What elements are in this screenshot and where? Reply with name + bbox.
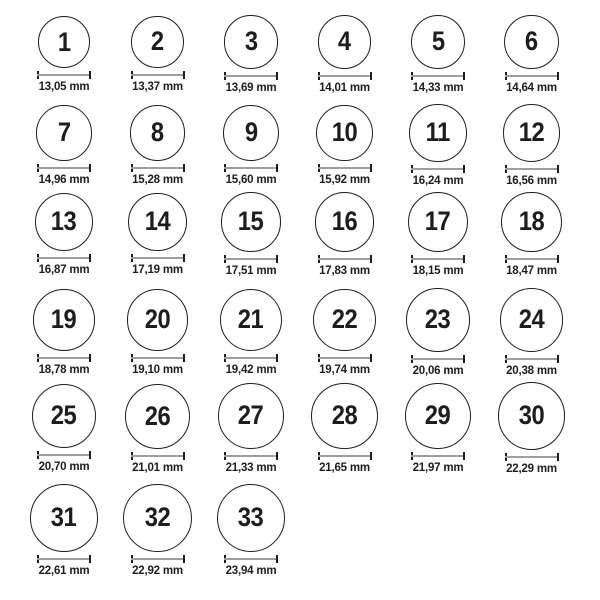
measure-line-icon bbox=[318, 75, 372, 77]
ring-size-number: 22 bbox=[331, 304, 358, 335]
ring-size-number: 4 bbox=[338, 26, 351, 57]
diameter-measure bbox=[224, 164, 278, 172]
ring-circle bbox=[504, 15, 559, 70]
measure-line-icon bbox=[224, 258, 278, 260]
diameter-label: 13,69 mm bbox=[225, 81, 277, 94]
diameter-label: 15,28 mm bbox=[132, 173, 183, 186]
measure-tick-right-icon bbox=[557, 355, 559, 363]
measure-tick-right-icon bbox=[89, 254, 91, 262]
measure-line-icon bbox=[131, 167, 185, 169]
ring-size-number: 23 bbox=[425, 304, 451, 335]
measure-line-icon bbox=[37, 558, 91, 560]
ring-size-number: 2 bbox=[151, 26, 164, 57]
diameter-label: 19,42 mm bbox=[225, 364, 277, 377]
measure-tick-right-icon bbox=[183, 164, 185, 172]
ring-circle bbox=[223, 105, 279, 161]
measure-tick-right-icon bbox=[370, 452, 372, 460]
measure-tick-right-icon bbox=[89, 164, 91, 172]
ring-size-number: 32 bbox=[144, 502, 171, 533]
diameter-measure bbox=[505, 453, 559, 461]
diameter-label: 13,05 mm bbox=[38, 81, 90, 93]
measure-tick-right-icon bbox=[557, 72, 559, 80]
diameter-label: 14,33 mm bbox=[412, 82, 464, 95]
ring-size-number: 11 bbox=[425, 117, 451, 148]
measure-line-icon bbox=[411, 455, 465, 457]
ring-size-number: 18 bbox=[518, 206, 545, 237]
ring-circle bbox=[500, 288, 564, 352]
ring-circle bbox=[32, 384, 96, 448]
measure-line-icon bbox=[224, 357, 278, 359]
ring-size-number: 1 bbox=[57, 26, 71, 57]
measure-tick-right-icon bbox=[370, 164, 372, 172]
measure-line-icon bbox=[131, 558, 185, 560]
ring-circle bbox=[218, 383, 284, 449]
measure-line-icon bbox=[411, 258, 465, 260]
diameter-measure bbox=[224, 555, 278, 563]
diameter-measure bbox=[131, 71, 185, 79]
ring-circle bbox=[498, 382, 565, 449]
diameter-label: 14,96 mm bbox=[38, 173, 90, 186]
measure-tick-right-icon bbox=[463, 165, 465, 173]
ring-size-number: 21 bbox=[238, 304, 264, 335]
ring-circle bbox=[217, 484, 286, 553]
diameter-label: 14,64 mm bbox=[506, 82, 557, 95]
diameter-measure bbox=[224, 354, 278, 362]
measure-line-icon bbox=[505, 75, 559, 77]
ring-size-number: 5 bbox=[431, 26, 445, 57]
diameter-label: 21,33 mm bbox=[225, 461, 277, 474]
diameter-measure bbox=[318, 164, 372, 172]
measure-line-icon bbox=[37, 357, 91, 359]
diameter-label: 22,92 mm bbox=[132, 565, 183, 578]
measure-line-icon bbox=[37, 167, 91, 169]
measure-tick-right-icon bbox=[463, 452, 465, 460]
ring-size-number: 8 bbox=[151, 117, 164, 148]
diameter-label: 13,37 mm bbox=[132, 81, 183, 94]
measure-line-icon bbox=[37, 74, 91, 76]
ring-circle bbox=[311, 383, 377, 449]
measure-tick-right-icon bbox=[463, 255, 465, 263]
ring-size-number: 17 bbox=[425, 206, 451, 237]
measure-line-icon bbox=[505, 258, 559, 260]
measure-line-icon bbox=[37, 454, 91, 456]
measure-tick-right-icon bbox=[183, 354, 185, 362]
ring-circle bbox=[125, 384, 190, 449]
diameter-measure bbox=[37, 451, 91, 459]
diameter-label: 14,01 mm bbox=[319, 81, 370, 94]
measure-tick-right-icon bbox=[89, 451, 91, 459]
diameter-label: 19,10 mm bbox=[132, 363, 183, 376]
measure-tick-right-icon bbox=[276, 164, 278, 172]
diameter-label: 17,83 mm bbox=[319, 264, 370, 277]
diameter-label: 20,38 mm bbox=[506, 364, 557, 377]
ring-size-number: 26 bbox=[144, 400, 171, 431]
measure-tick-right-icon bbox=[183, 71, 185, 79]
measure-line-icon bbox=[224, 75, 278, 77]
measure-tick-right-icon bbox=[557, 165, 559, 173]
diameter-measure bbox=[411, 165, 465, 173]
measure-tick-right-icon bbox=[463, 72, 465, 80]
measure-line-icon bbox=[411, 168, 465, 170]
ring-size-number: 24 bbox=[518, 304, 545, 335]
ring-circle bbox=[38, 16, 90, 68]
diameter-label: 18,15 mm bbox=[412, 265, 464, 278]
diameter-label: 17,51 mm bbox=[225, 264, 277, 277]
diameter-label: 18,47 mm bbox=[506, 265, 557, 278]
measure-line-icon bbox=[505, 358, 559, 360]
measure-line-icon bbox=[505, 456, 559, 458]
diameter-measure bbox=[37, 164, 91, 172]
ring-size-number: 13 bbox=[51, 206, 77, 237]
measure-line-icon bbox=[131, 74, 185, 76]
measure-line-icon bbox=[318, 258, 372, 260]
ring-circle bbox=[128, 193, 187, 252]
diameter-measure bbox=[131, 452, 185, 460]
ring-circle bbox=[35, 193, 93, 251]
ring-circle bbox=[127, 289, 189, 351]
measure-tick-right-icon bbox=[463, 355, 465, 363]
diameter-measure bbox=[131, 555, 185, 563]
diameter-measure bbox=[505, 72, 559, 80]
ring-size-number: 28 bbox=[331, 400, 358, 431]
measure-line-icon bbox=[224, 167, 278, 169]
diameter-label: 16,56 mm bbox=[506, 174, 557, 187]
diameter-label: 15,60 mm bbox=[225, 174, 277, 187]
ring-circle bbox=[130, 105, 186, 161]
ring-size-number: 12 bbox=[518, 117, 545, 148]
ring-size-number: 3 bbox=[244, 26, 258, 57]
measure-line-icon bbox=[505, 168, 559, 170]
ring-size-number: 29 bbox=[425, 400, 451, 431]
diameter-measure bbox=[411, 355, 465, 363]
diameter-measure bbox=[505, 165, 559, 173]
ring-size-number: 6 bbox=[525, 26, 538, 57]
ring-circle bbox=[408, 192, 468, 252]
diameter-measure bbox=[37, 354, 91, 362]
ring-size-number: 20 bbox=[144, 304, 171, 335]
ring-circle bbox=[33, 289, 94, 350]
diameter-measure bbox=[37, 555, 91, 563]
measure-line-icon bbox=[224, 558, 278, 560]
ring-size-number: 30 bbox=[518, 400, 545, 431]
ring-circle bbox=[313, 289, 376, 352]
ring-size-number: 33 bbox=[238, 502, 264, 533]
diameter-measure bbox=[318, 452, 372, 460]
measure-tick-right-icon bbox=[557, 255, 559, 263]
diameter-measure bbox=[411, 255, 465, 263]
measure-tick-right-icon bbox=[89, 354, 91, 362]
diameter-label: 22,29 mm bbox=[506, 462, 557, 475]
diameter-measure bbox=[37, 254, 91, 262]
diameter-label: 21,65 mm bbox=[319, 462, 370, 475]
ring-circle bbox=[224, 15, 277, 68]
measure-line-icon bbox=[411, 75, 465, 77]
ring-circle bbox=[220, 289, 282, 351]
measure-line-icon bbox=[131, 257, 185, 259]
diameter-label: 16,87 mm bbox=[38, 264, 90, 277]
diameter-measure bbox=[131, 254, 185, 262]
ring-circle bbox=[411, 15, 465, 69]
ring-size-number: 9 bbox=[244, 117, 258, 148]
measure-line-icon bbox=[318, 357, 372, 359]
ring-circle bbox=[36, 105, 91, 160]
ring-circle bbox=[131, 16, 184, 69]
diameter-label: 20,70 mm bbox=[38, 461, 90, 474]
measure-tick-right-icon bbox=[557, 453, 559, 461]
measure-tick-right-icon bbox=[89, 71, 91, 79]
diameter-label: 17,19 mm bbox=[132, 264, 183, 277]
measure-tick-right-icon bbox=[183, 555, 185, 563]
ring-circle bbox=[318, 15, 372, 69]
measure-line-icon bbox=[318, 455, 372, 457]
diameter-label: 22,61 mm bbox=[38, 564, 90, 577]
diameter-measure bbox=[411, 452, 465, 460]
measure-tick-right-icon bbox=[370, 255, 372, 263]
ring-size-number: 25 bbox=[51, 400, 77, 431]
diameter-measure bbox=[318, 72, 372, 80]
diameter-label: 16,24 mm bbox=[412, 174, 464, 187]
ring-circle bbox=[30, 484, 98, 552]
diameter-measure bbox=[37, 71, 91, 79]
ring-size-number: 7 bbox=[57, 117, 71, 148]
ring-size-number: 15 bbox=[238, 206, 264, 237]
diameter-measure bbox=[131, 164, 185, 172]
diameter-measure bbox=[131, 354, 185, 362]
diameter-label: 20,06 mm bbox=[412, 364, 464, 377]
measure-tick-right-icon bbox=[276, 452, 278, 460]
measure-tick-right-icon bbox=[183, 452, 185, 460]
ring-circle bbox=[221, 192, 280, 251]
measure-line-icon bbox=[131, 455, 185, 457]
measure-tick-right-icon bbox=[89, 555, 91, 563]
diameter-label: 18,78 mm bbox=[38, 363, 90, 376]
measure-tick-right-icon bbox=[183, 254, 185, 262]
diameter-label: 19,74 mm bbox=[319, 364, 370, 377]
diameter-measure bbox=[318, 354, 372, 362]
ring-circle bbox=[316, 105, 373, 162]
diameter-measure bbox=[505, 355, 559, 363]
diameter-measure bbox=[224, 452, 278, 460]
diameter-label: 21,01 mm bbox=[132, 461, 183, 474]
ring-size-number: 31 bbox=[51, 502, 77, 533]
diameter-measure bbox=[224, 72, 278, 80]
ring-circle bbox=[123, 484, 191, 552]
measure-tick-right-icon bbox=[276, 255, 278, 263]
measure-tick-right-icon bbox=[370, 72, 372, 80]
measure-line-icon bbox=[224, 455, 278, 457]
ring-circle bbox=[315, 192, 375, 252]
ring-circle bbox=[406, 288, 469, 351]
ring-size-number: 19 bbox=[51, 304, 77, 335]
measure-line-icon bbox=[37, 257, 91, 259]
diameter-measure bbox=[411, 72, 465, 80]
measure-tick-right-icon bbox=[370, 354, 372, 362]
ring-size-number: 10 bbox=[331, 117, 358, 148]
ring-size-number: 27 bbox=[238, 400, 264, 431]
diameter-label: 21,97 mm bbox=[412, 462, 464, 475]
diameter-measure bbox=[224, 255, 278, 263]
ring-circle bbox=[405, 383, 472, 450]
diameter-label: 23,94 mm bbox=[225, 565, 277, 578]
measure-line-icon bbox=[131, 357, 185, 359]
diameter-measure bbox=[505, 255, 559, 263]
diameter-label: 15,92 mm bbox=[319, 174, 370, 187]
diameter-measure bbox=[318, 255, 372, 263]
ring-circle bbox=[501, 192, 562, 253]
measure-tick-right-icon bbox=[276, 555, 278, 563]
ring-circle bbox=[503, 104, 561, 162]
measure-line-icon bbox=[318, 167, 372, 169]
ring-circle bbox=[409, 104, 466, 161]
ring-size-number: 16 bbox=[331, 206, 358, 237]
ring-size-number: 14 bbox=[144, 206, 171, 237]
measure-line-icon bbox=[411, 358, 465, 360]
measure-tick-right-icon bbox=[276, 354, 278, 362]
measure-tick-right-icon bbox=[276, 72, 278, 80]
